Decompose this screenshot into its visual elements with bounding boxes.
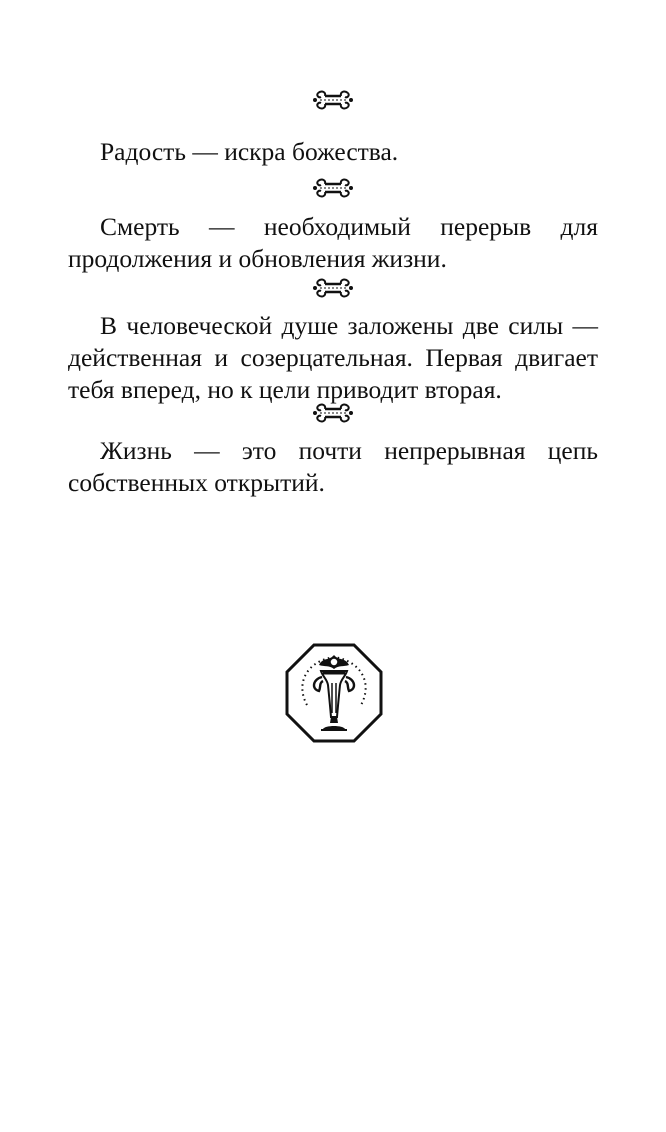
aphorism-paragraph: Смерть — необходимый перерыв для продолжения и обновления жизни. <box>68 212 598 273</box>
aphorism-paragraph: Радость — искра божества. <box>100 137 399 166</box>
vase-emblem-icon <box>285 643 383 743</box>
aphorism-paragraph: Жизнь — это почти непрерывная цепь собственных открытий. <box>68 436 598 497</box>
fleuron-icon <box>312 89 354 111</box>
fleuron-icon <box>312 402 354 424</box>
fleuron-icon <box>312 277 354 299</box>
fleuron-icon <box>312 177 354 199</box>
aphorism-paragraph: В человеческой душе заложены две силы — действенная и созерцательная. Первая двигает тебя вперед, но к цели приводит вторая. <box>68 311 598 404</box>
